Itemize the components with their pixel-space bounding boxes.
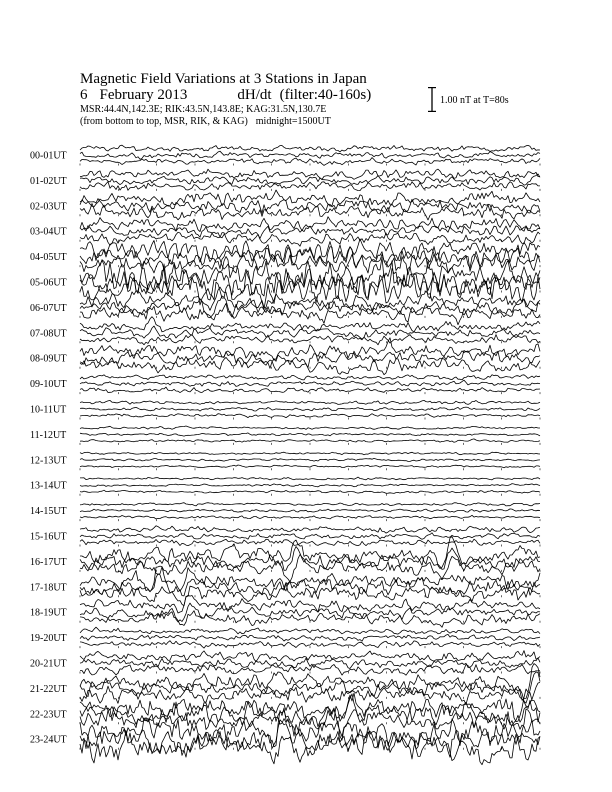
trace-msr	[80, 204, 540, 221]
trace-rik	[80, 509, 540, 512]
hour-label: 23-24UT	[30, 734, 67, 746]
hour-label: 06-07UT	[30, 302, 67, 314]
trace-rik	[80, 350, 540, 368]
trace-rik	[80, 407, 540, 411]
trace-kag	[80, 239, 540, 262]
hour-label: 09-10UT	[30, 379, 67, 391]
trace-kag	[80, 169, 540, 179]
hour-label: 08-09UT	[30, 353, 67, 365]
trace-msr	[80, 439, 540, 442]
trace-kag	[80, 452, 540, 455]
trace-rik	[80, 634, 540, 641]
trace-msr	[80, 387, 540, 393]
trace-msr	[80, 414, 540, 418]
date-day: 6	[80, 87, 88, 103]
trace-msr	[80, 583, 540, 605]
trace-rik	[80, 433, 540, 436]
hour-label: 17-18UT	[30, 582, 67, 594]
trace-rik	[80, 458, 540, 461]
hour-label: 21-22UT	[30, 683, 67, 695]
trace-kag	[80, 375, 540, 380]
hour-label: 11-12UT	[30, 429, 67, 441]
hour-label: 00-01UT	[30, 150, 67, 162]
trace-kag	[80, 595, 540, 613]
trace-kag	[80, 627, 540, 634]
hour-label: 13-14UT	[30, 480, 67, 492]
hour-label: 15-16UT	[30, 531, 67, 543]
date-month-year: February 2013	[99, 87, 188, 103]
trace-rik	[80, 226, 540, 239]
hour-label: 10-11UT	[30, 404, 67, 416]
hour-label: 03-04UT	[30, 226, 67, 238]
trace-kag	[80, 503, 540, 506]
hour-label: 07-08UT	[30, 328, 67, 340]
hour-label: 04-05UT	[30, 252, 67, 264]
station-coordinates: MSR:44.4N,142.3E; RIK:43.5N,143.8E; KAG:31.5N,130.7E	[80, 104, 327, 115]
trace-msr	[80, 232, 540, 246]
trace-rik	[80, 326, 540, 339]
chart-title: Magnetic Field Variations at 3 Stations in Japan	[80, 71, 367, 87]
trace-rik	[80, 484, 540, 487]
hour-label: 02-03UT	[30, 201, 67, 213]
hour-label: 20-21UT	[30, 658, 67, 670]
trace-kag	[80, 526, 540, 533]
trace-rik	[80, 151, 540, 159]
trace-msr	[80, 465, 540, 468]
hour-label: 12-13UT	[30, 455, 67, 467]
trace-msr	[80, 515, 540, 519]
hour-label: 01-02UT	[30, 175, 67, 187]
trace-msr	[80, 490, 540, 493]
hour-label: 18-19UT	[30, 607, 67, 619]
station-order-note: (from bottom to top, MSR, RIK, & KAG)	[80, 116, 248, 127]
trace-rik	[80, 603, 540, 622]
trace-rik	[80, 380, 540, 386]
trace-msr	[80, 731, 540, 765]
trace-kag	[80, 426, 540, 429]
hour-label: 16-17UT	[30, 556, 67, 568]
trace-kag	[80, 477, 540, 480]
filter-label: (filter:40-160s)	[279, 87, 372, 103]
trace-kag	[80, 317, 540, 332]
hour-label: 14-15UT	[30, 506, 67, 518]
trace-kag	[80, 651, 540, 662]
scale-label: 1.00 nT at T=80s	[440, 95, 509, 106]
trace-rik	[80, 547, 540, 571]
trace-kag	[80, 145, 540, 152]
hour-label: 05-06UT	[30, 277, 67, 289]
hour-label: 19-20UT	[30, 633, 67, 645]
quantity-label: dH/dt	[237, 87, 272, 103]
trace-rik	[80, 533, 540, 540]
hour-label: 22-23UT	[30, 709, 67, 721]
midnight-note: midnight=1500UT	[255, 116, 331, 127]
trace-kag	[80, 400, 540, 404]
